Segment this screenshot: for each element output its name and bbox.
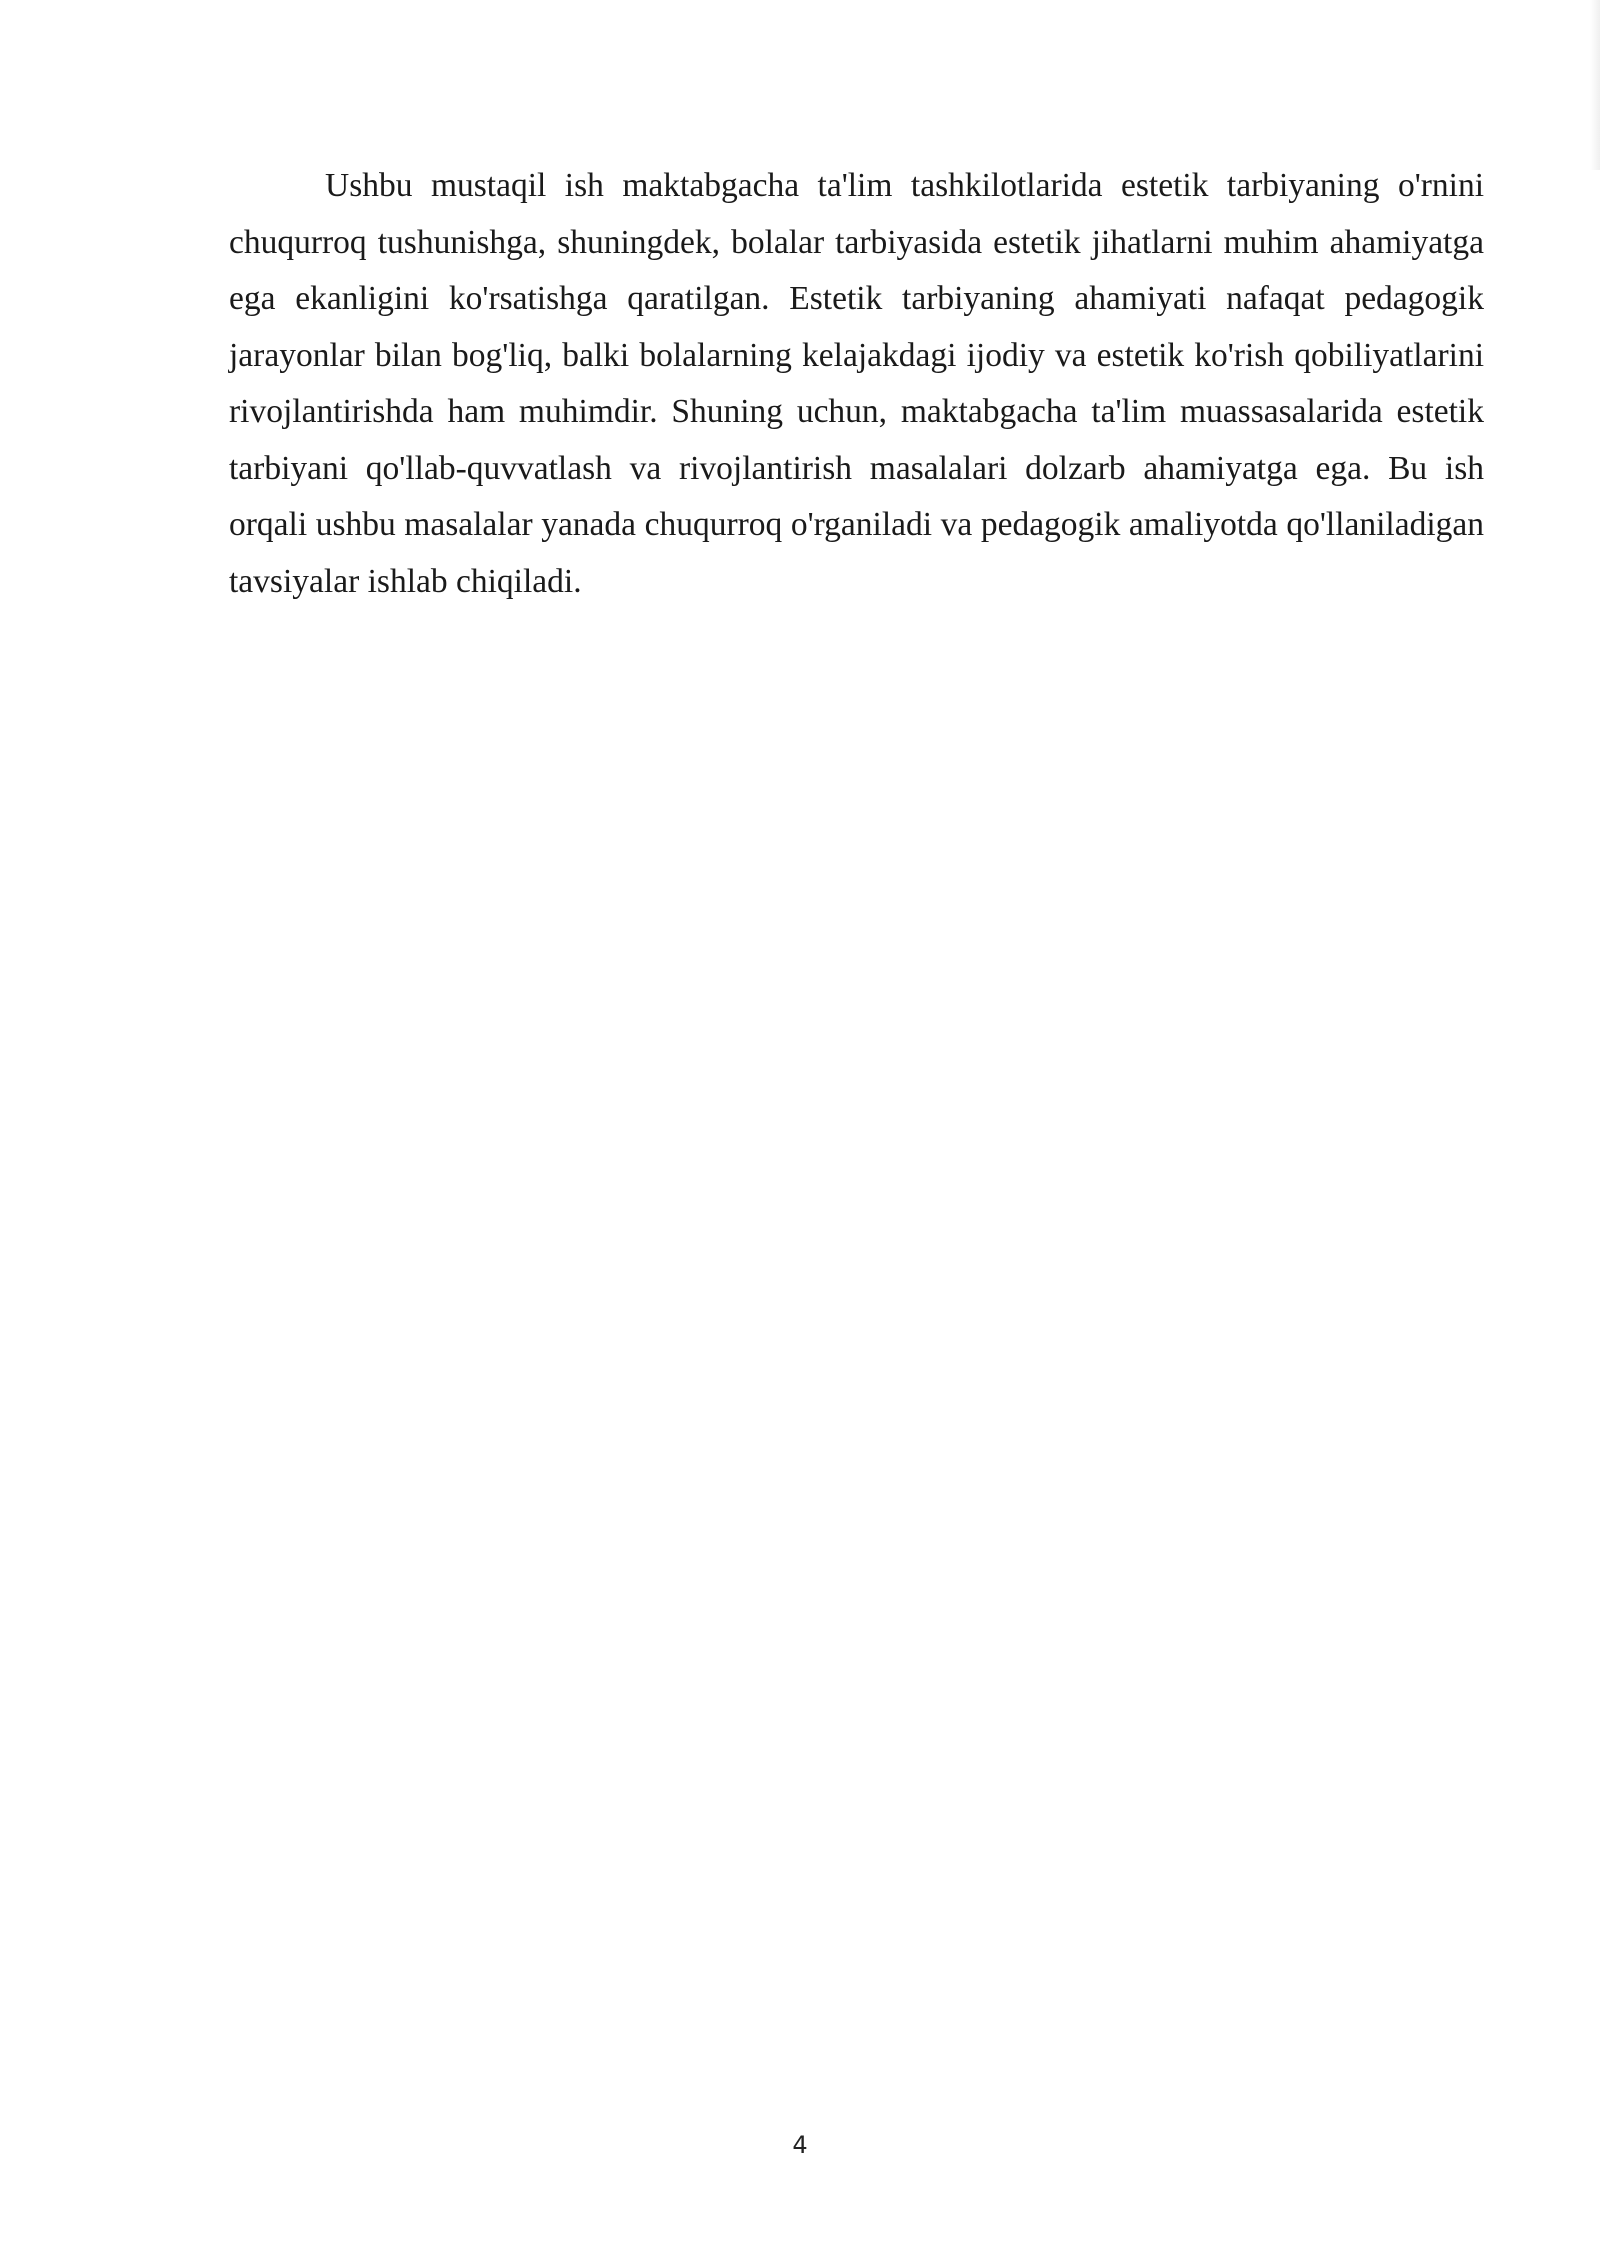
page-number: 4 xyxy=(792,2131,808,2159)
body-paragraph: Ushbu mustaqil ish maktabgacha ta'lim tashkilotlarida estetik tarbiyaning o'rnini chuqurroq tushunishga, shuningdek, bolalar tarbiyasida estetik jihatlarni muhim ahamiyatga ega ekanligini ko'rsatishga qaratilgan. Estetik tarbiyaning ahamiyati nafaqat pedagogik jarayonlar bilan bog'liq, balki bolalarning kelajakdagi ijodiy va estetik ko'rish qobiliyatlarini rivojlantirishda ham muhimdir. Shuning uchun, maktabgacha ta'lim muassasalarida estetik tarbiyani qo'llab-quvvatlash va rivojlantirish masalalari dolzarb ahamiyatga ega. Bu ish orqali ushbu masalalar yanada chuqurroq o'rganiladi va pedagogik amaliyotda qo'llaniladigan tavsiyalar ishlab chiqiladi. xyxy=(229,167,1484,600)
page-edge-shadow xyxy=(1590,0,1600,170)
